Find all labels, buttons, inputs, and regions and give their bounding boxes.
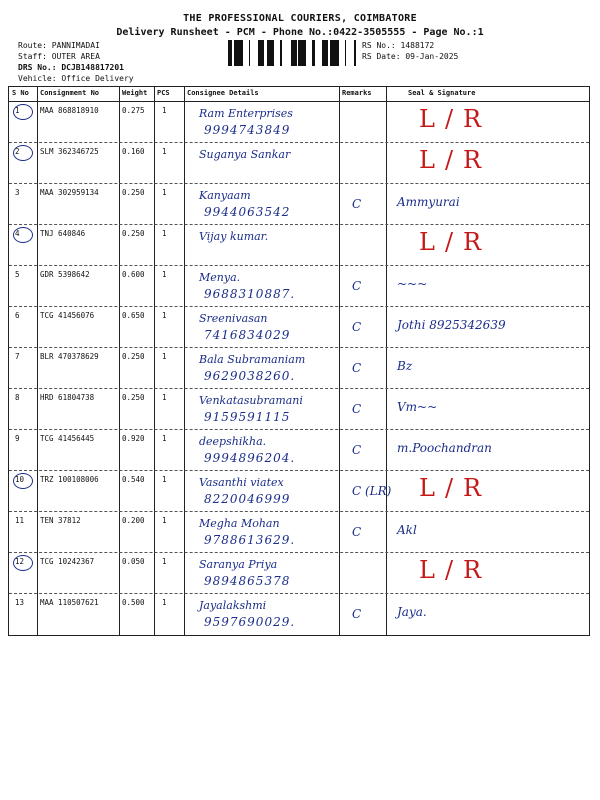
serial-number: 3 xyxy=(15,188,20,197)
consignment-no: TEN 37812 xyxy=(40,516,81,525)
column-header: Consignee Details xyxy=(187,89,259,97)
weight-value: 0.500 xyxy=(122,598,145,607)
rs-date-label: RS Date: 09-Jan-2025 xyxy=(362,52,459,61)
table-row xyxy=(9,347,589,388)
consignment-no: MAA 868818910 xyxy=(40,106,99,115)
pcs-value: 1 xyxy=(162,106,167,115)
consignment-no: SLM 362346725 xyxy=(40,147,99,156)
serial-number: 8 xyxy=(15,393,20,402)
runsheet-table xyxy=(8,86,590,636)
pcs-value: 1 xyxy=(162,352,167,361)
table-row xyxy=(9,429,589,470)
weight-value: 0.050 xyxy=(122,557,145,566)
pcs-value: 1 xyxy=(162,516,167,525)
consignee-phone: 9894865378 xyxy=(204,574,291,588)
consignee-phone: 8220046999 xyxy=(204,492,291,506)
consignee-phone: 9159591115 xyxy=(204,410,291,424)
remark-mark: C xyxy=(352,525,362,539)
weight-value: 0.600 xyxy=(122,270,145,279)
serial-number: 6 xyxy=(15,311,20,320)
serial-number: 13 xyxy=(15,598,25,607)
signature: Jothi 8925342639 xyxy=(397,318,506,332)
serial-number: 9 xyxy=(15,434,20,443)
runsheet-subtitle: Delivery Runsheet - PCM - Phone No.:0422-3505555 - Page No.:1 xyxy=(116,27,484,38)
serial-number: 10 xyxy=(15,475,25,484)
consignee-phone: 9994743849 xyxy=(204,123,291,137)
column-header: Consignment No xyxy=(40,89,100,97)
runsheet-meta-left xyxy=(18,40,134,84)
remark-mark: C xyxy=(352,361,362,375)
drs-label: DRS No.: DCJB148817201 xyxy=(18,63,124,72)
consignee-name: Megha Mohan xyxy=(199,517,280,530)
lr-mark: L/R xyxy=(419,105,492,133)
consignee-name: Vijay kumar. xyxy=(199,230,269,243)
lr-mark: L/R xyxy=(419,146,492,174)
consignee-phone: 9994896204. xyxy=(204,451,296,465)
serial-number: 4 xyxy=(15,229,20,238)
pcs-value: 1 xyxy=(162,557,167,566)
consignee-name: deepshikha. xyxy=(199,435,267,448)
serial-number: 12 xyxy=(15,557,25,566)
column-header: S No xyxy=(12,89,29,97)
company-title: THE PROFESSIONAL COURIERS, COIMBATORE xyxy=(183,13,417,24)
weight-value: 0.275 xyxy=(122,106,145,115)
table-row xyxy=(9,388,589,429)
pcs-value: 1 xyxy=(162,147,167,156)
table-row xyxy=(9,470,589,511)
table-row xyxy=(9,511,589,552)
consignee-phone: 9597690029. xyxy=(204,615,296,629)
pcs-value: 1 xyxy=(162,311,167,320)
table-row xyxy=(9,224,589,265)
table-row xyxy=(9,101,589,142)
lr-mark: L/R xyxy=(419,474,492,502)
table-row xyxy=(9,265,589,306)
pcs-value: 1 xyxy=(162,229,167,238)
table-row xyxy=(9,142,589,183)
table-row xyxy=(9,593,589,634)
pcs-value: 1 xyxy=(162,270,167,279)
pcs-value: 1 xyxy=(162,475,167,484)
weight-value: 0.540 xyxy=(122,475,145,484)
weight-value: 0.250 xyxy=(122,352,145,361)
column-header: Seal & Signature xyxy=(408,89,476,97)
column-header: PCS xyxy=(157,89,170,97)
runsheet-meta-right xyxy=(362,40,458,62)
consignment-no: TNJ 640846 xyxy=(40,229,86,238)
consignee-phone: 7416834029 xyxy=(204,328,291,342)
signature: Bz xyxy=(397,359,413,373)
serial-number: 1 xyxy=(15,106,20,115)
remark-mark: C xyxy=(352,279,362,293)
consignment-no: TRZ 100108006 xyxy=(40,475,99,484)
remark-mark: C (LR) xyxy=(352,484,392,498)
consignee-name: Kanyaam xyxy=(199,189,251,202)
consignee-phone: 9788613629. xyxy=(204,533,296,547)
consignment-no: MAA 302959134 xyxy=(40,188,99,197)
serial-number: 7 xyxy=(15,352,20,361)
consignment-no: HRD 61804738 xyxy=(40,393,95,402)
weight-value: 0.200 xyxy=(122,516,145,525)
signature: Jaya. xyxy=(397,605,427,619)
consignee-name: Venkatasubramani xyxy=(199,394,303,407)
serial-number: 5 xyxy=(15,270,20,279)
serial-number: 11 xyxy=(15,516,25,525)
vehicle-label: Vehicle: Office Delivery xyxy=(18,74,134,83)
rs-no-label: RS No.: 1488172 xyxy=(362,41,435,50)
weight-value: 0.920 xyxy=(122,434,145,443)
staff-label: Staff: OUTER AREA xyxy=(18,52,100,61)
signature: Vm~~ xyxy=(397,400,438,414)
pcs-value: 1 xyxy=(162,434,167,443)
serial-number: 2 xyxy=(15,147,20,156)
remark-mark: C xyxy=(352,607,362,621)
consignee-name: Bala Subramaniam xyxy=(199,353,306,366)
table-row xyxy=(9,183,589,224)
signature: ~~~ xyxy=(397,277,428,291)
remark-mark: C xyxy=(352,402,362,416)
consignment-no: MAA 110507621 xyxy=(40,598,99,607)
consignee-name: Jayalakshmi xyxy=(199,599,267,612)
signature: Ammyurai xyxy=(397,195,460,209)
weight-value: 0.250 xyxy=(122,229,145,238)
consignment-no: BLR 470378629 xyxy=(40,352,99,361)
pcs-value: 1 xyxy=(162,393,167,402)
consignee-phone: 9944063542 xyxy=(204,205,291,219)
signature: m.Poochandran xyxy=(397,441,492,455)
table-row xyxy=(9,552,589,593)
remark-mark: C xyxy=(352,197,362,211)
barcode xyxy=(228,40,356,66)
route-label: Route: PANNIMADAI xyxy=(18,41,100,50)
remark-mark: C xyxy=(352,443,362,457)
consignee-name: Sreenivasan xyxy=(199,312,268,325)
consignee-name: Menya. xyxy=(199,271,241,284)
consignment-no: TCG 41456445 xyxy=(40,434,95,443)
consignee-name: Vasanthi viatex xyxy=(199,476,284,489)
consignee-phone: 9629038260. xyxy=(204,369,296,383)
lr-mark: L/R xyxy=(419,556,492,584)
column-header: Weight xyxy=(122,89,148,97)
weight-value: 0.160 xyxy=(122,147,145,156)
consignee-name: Saranya Priya xyxy=(199,558,278,571)
table-row xyxy=(9,306,589,347)
weight-value: 0.250 xyxy=(122,188,145,197)
consignee-name: Ram Enterprises xyxy=(199,107,293,120)
remark-mark: C xyxy=(352,320,362,334)
consignee-name: Suganya Sankar xyxy=(199,148,291,161)
consignment-no: TCG 10242367 xyxy=(40,557,95,566)
consignment-no: TCG 41456076 xyxy=(40,311,95,320)
lr-mark: L/R xyxy=(419,228,492,256)
consignment-no: GDR 5398642 xyxy=(40,270,90,279)
weight-value: 0.250 xyxy=(122,393,145,402)
column-header: Remarks xyxy=(342,89,372,97)
signature: Akl xyxy=(397,523,417,537)
consignee-phone: 9688310887. xyxy=(204,287,296,301)
weight-value: 0.650 xyxy=(122,311,145,320)
pcs-value: 1 xyxy=(162,598,167,607)
pcs-value: 1 xyxy=(162,188,167,197)
